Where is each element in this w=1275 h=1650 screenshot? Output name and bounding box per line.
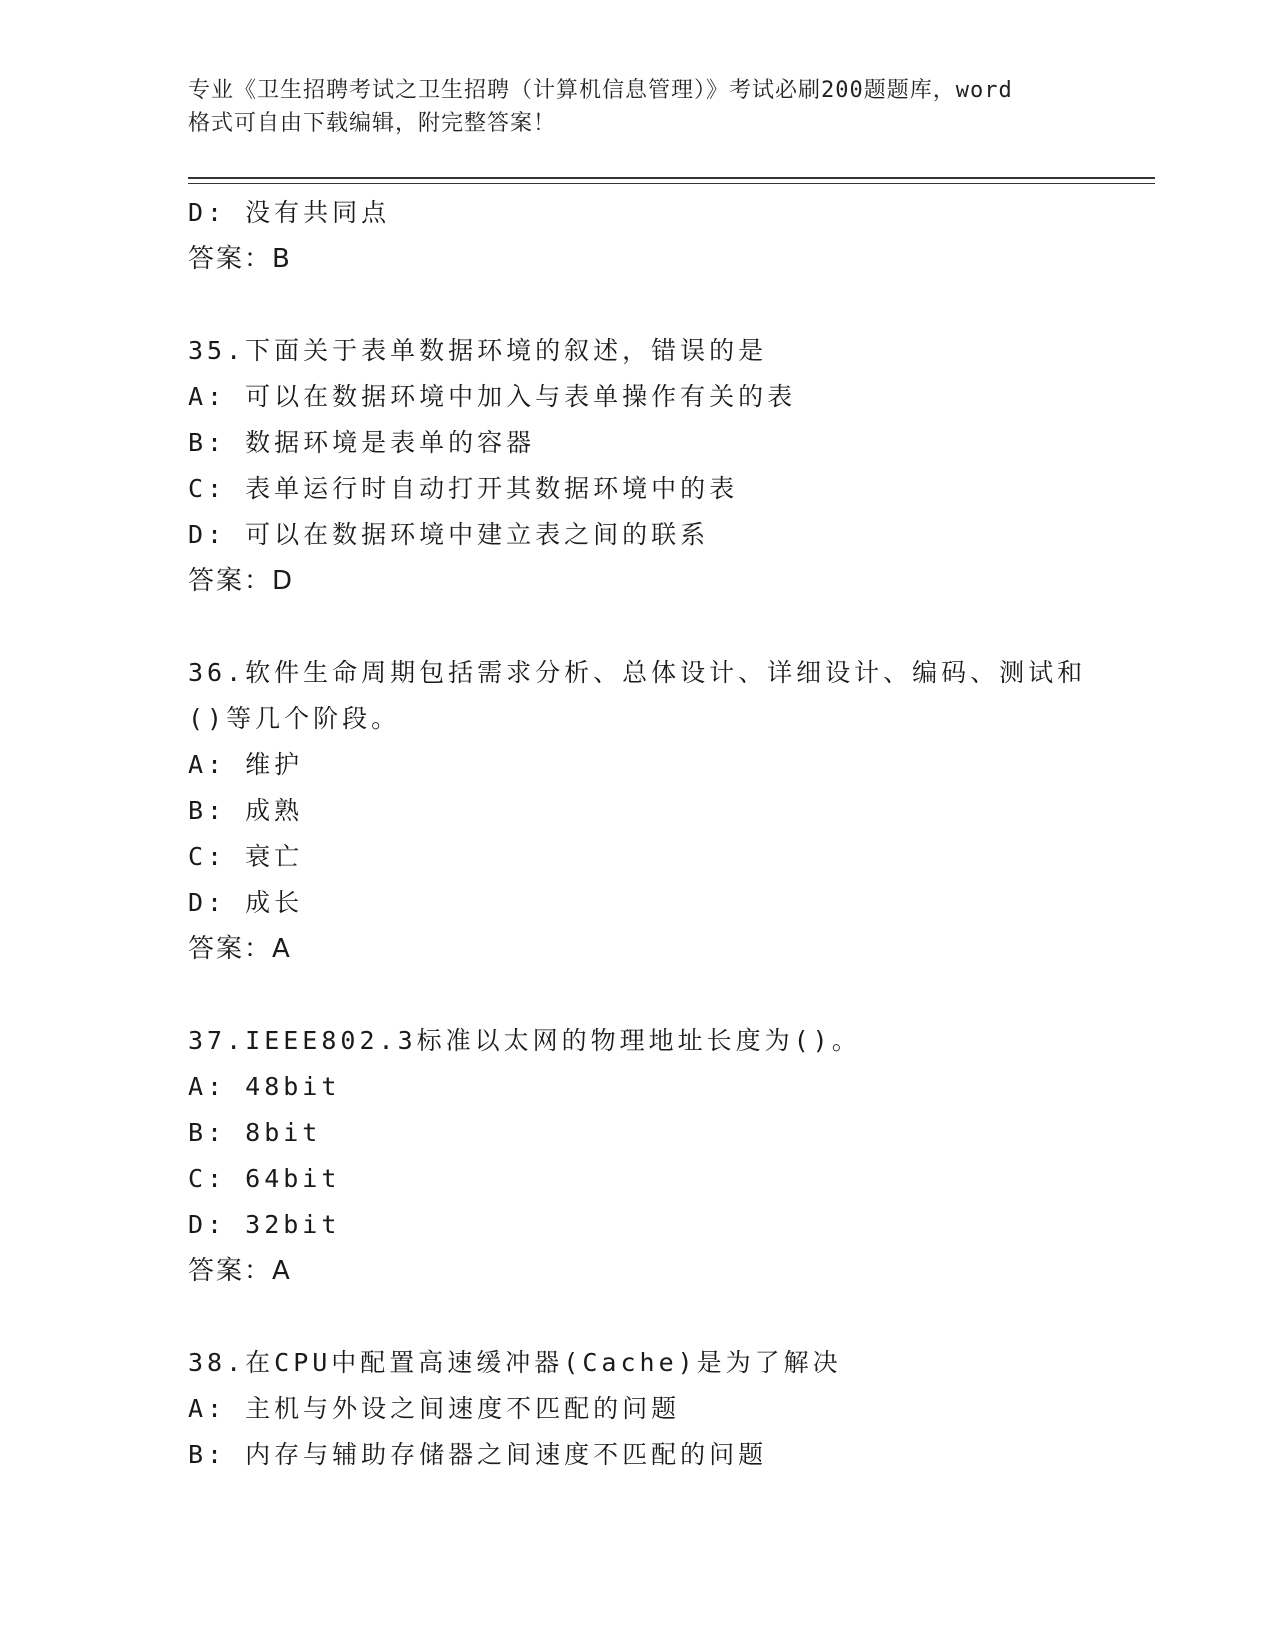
header-divider-thick [188,177,1155,179]
option-c: C: 表单运行时自动打开其数据环境中的表 [188,474,739,503]
option-d: D: 没有共同点 [188,198,391,227]
question-36 [188,650,1088,972]
document-body [188,190,1088,1478]
option-b: B: 内存与辅助存储器之间速度不匹配的问题 [188,1440,768,1469]
answer-line: 答案：A [188,1256,292,1286]
option-b: B: 8bit [188,1118,322,1147]
header-line-2: 格式可自由下载编辑，附完整答案！ [188,111,557,136]
option-a: A: 维护 [188,750,304,779]
option-b: B: 数据环境是表单的容器 [188,428,536,457]
option-d: D: 32bit [188,1210,341,1239]
answer-line: 答案：B [188,244,292,274]
question-text-continued: ()等几个阶段。 [188,704,401,733]
question-37 [188,1018,1088,1294]
question-text: 36.软件生命周期包括需求分析、总体设计、详细设计、编码、测试和 [188,658,1087,687]
option-b: B: 成熟 [188,796,304,825]
option-d: D: 可以在数据环境中建立表之间的联系 [188,520,710,549]
question-text: 38.在CPU中配置高速缓冲器(Cache)是为了解决 [188,1348,842,1377]
option-a: A: 可以在数据环境中加入与表单操作有关的表 [188,382,797,411]
document-header [188,74,1088,140]
answer-line: 答案：A [188,934,292,964]
option-a: A: 48bit [188,1072,341,1101]
option-c: C: 衰亡 [188,842,304,871]
question-38 [188,1340,1088,1478]
header-line-1: 专业《卫生招聘考试之卫生招聘（计算机信息管理）》考试必刷200题题库，word [188,78,1013,103]
question-text: 35.下面关于表单数据环境的叙述，错误的是 [188,336,768,365]
question-35 [188,328,1088,604]
option-a: A: 主机与外设之间速度不匹配的问题 [188,1394,681,1423]
option-c: C: 64bit [188,1164,341,1193]
answer-line: 答案：D [188,566,295,596]
header-divider-thin [188,183,1155,184]
partial-question [188,190,1088,282]
question-text: 37.IEEE802.3标准以太网的物理地址长度为()。 [188,1026,861,1055]
option-d: D: 成长 [188,888,304,917]
